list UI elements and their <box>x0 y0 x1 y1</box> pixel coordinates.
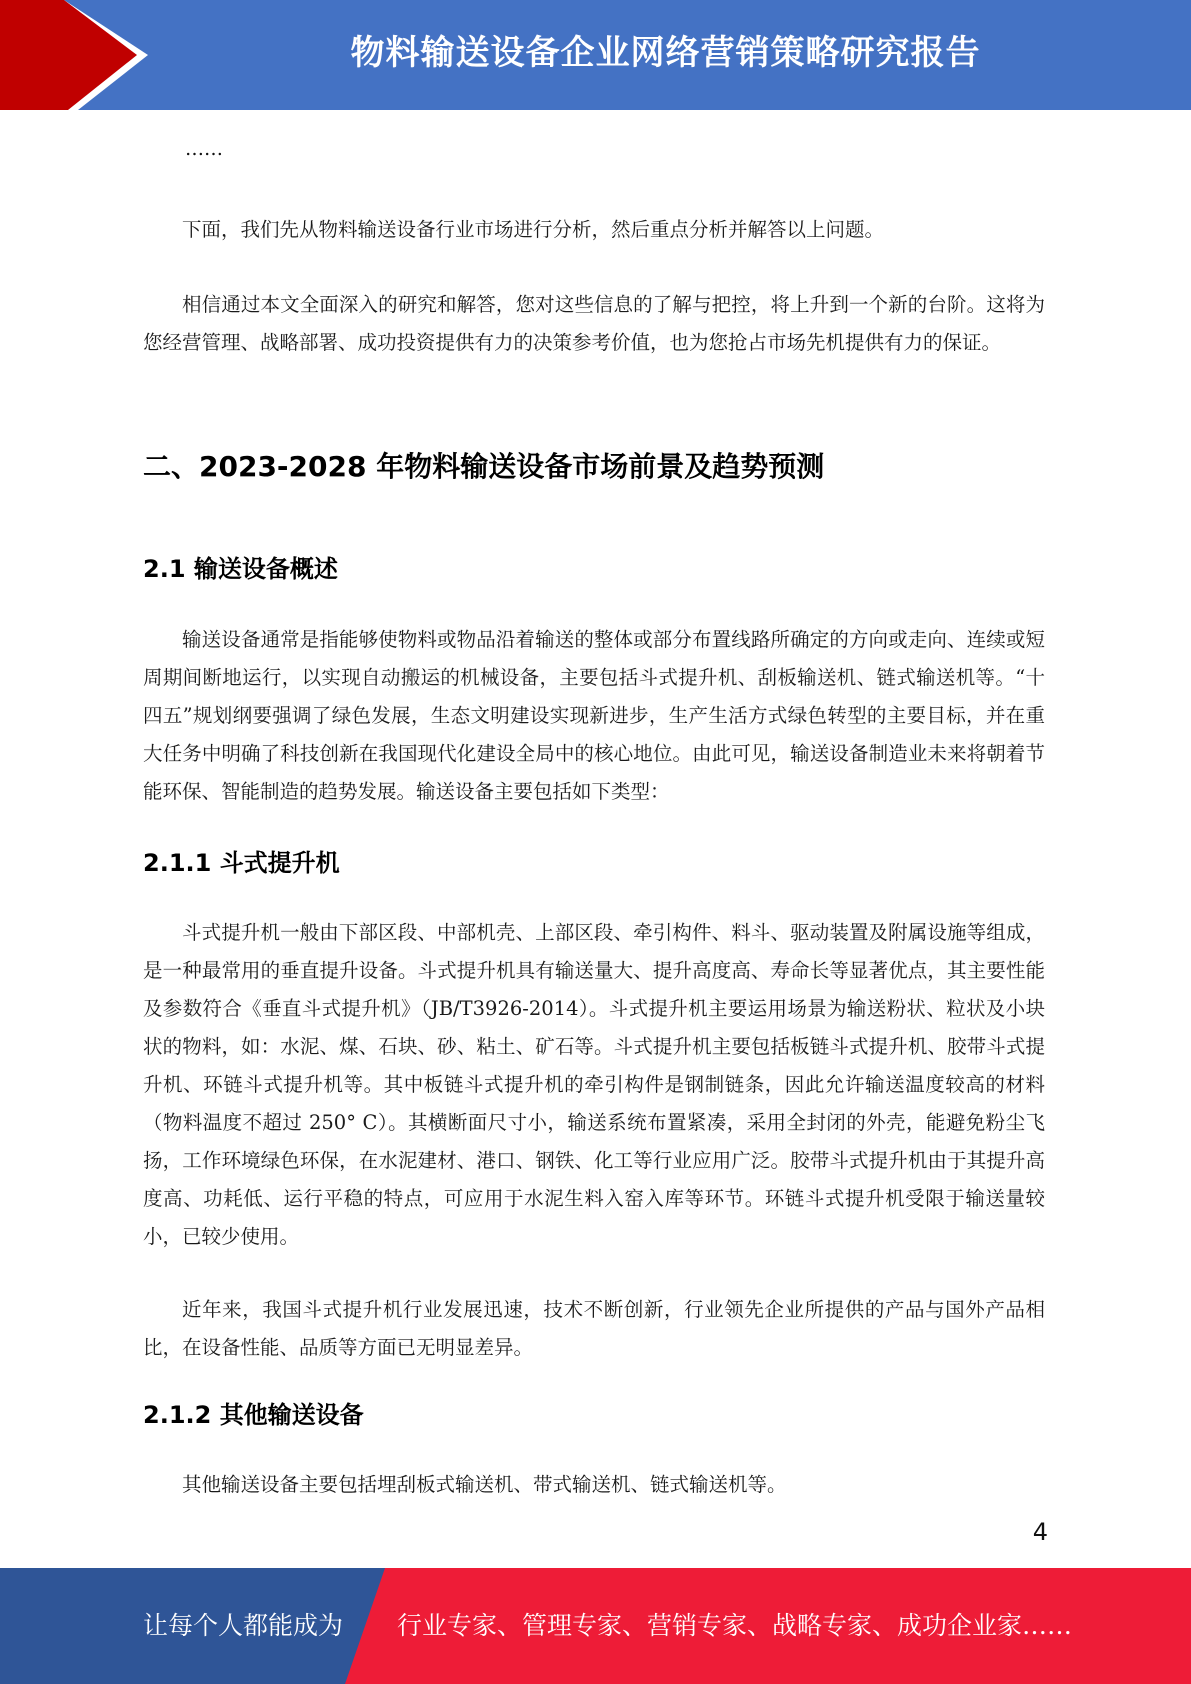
chevron-decoration <box>0 0 160 110</box>
ellipsis-text: …… <box>185 138 223 160</box>
page-number: 4 <box>1032 1518 1048 1546</box>
subsection-heading-2-1-2: 2.1.2 其他输送设备 <box>143 1401 364 1429</box>
section-heading: 二、2023-2028 年物料输送设备市场前景及趋势预测 <box>143 450 825 483</box>
bucket-elevator-paragraph: 斗式提升机一般由下部区段、中部机壳、上部区段、牵引构件、料斗、驱动装置及附属设施等组成，是一种最常用的垂直提升设备。斗式提升机具有输送量大、提升高度高、寿命长等显著优点，其主要性能及参数符合《垂直斗式提升机》（JB/T3926-2014）。斗式提升机主要运用场景为输送粉状、粒状及小块状的物料，如：水泥、煤、石块、砂、粘土、矿石等。斗式提升机主要包括板链斗式提升机、胶带斗式提升机、环链斗式提升机等。其中板链斗式提升机的牵引构件是钢制链条，因此允许输送温度较高的材料（物料温度不超过 250° C）。其横断面尺寸小，输送系统布置紧凑，采用全封闭的外壳，能避免粉尘飞扬，工作环境绿色环保，在水泥建材、港口、钢铁、化工等行业应用广泛。胶带斗式提升机由于其提升高度高、功耗低、运行平稳的特点，可应用于水泥生料入窑入库等环节。环链斗式提升机受限于输送量较小，已较少使用。 <box>143 921 1045 1248</box>
other-equipment-paragraph: 其他输送设备主要包括埋刮板式输送机、带式输送机、链式输送机等。 <box>182 1473 787 1496</box>
industry-development-paragraph: 近年来，我国斗式提升机行业发展迅速，技术不断创新，行业领先企业所提供的产品与国外产品相比，在设备性能、品质等方面已无明显差异。 <box>143 1298 1045 1359</box>
footer-slogan-right: 行业专家、管理专家、营销专家、战略专家、成功企业家…… <box>397 1611 1073 1640</box>
intro-paragraph: 相信通过本文全面深入的研究和解答，您对这些信息的了解与把控，将上升到一个新的台阶。这将为您经营管理、战略部署、成功投资提供有力的决策参考价值，也为您抢占市场先机提供有力的保证。 <box>143 293 1045 354</box>
report-title: 物料输送设备企业网络营销策略研究报告 <box>350 33 981 73</box>
chevron-icon <box>0 0 137 110</box>
report-footer <box>0 1568 1191 1684</box>
intro-paragraph: 下面，我们先从物料输送设备行业市场进行分析，然后重点分析并解答以上问题。 <box>182 218 885 241</box>
report-header <box>0 0 1191 110</box>
subsection-heading-2-1: 2.1 输送设备概述 <box>143 555 338 583</box>
subsection-heading-2-1-1: 2.1.1 斗式提升机 <box>143 849 340 877</box>
overview-paragraph: 输送设备通常是指能够使物料或物品沿着输送的整体或部分布置线路所确定的方向或走向、连续或短周期间断地运行，以实现自动搬运的机械设备，主要包括斗式提升机、刮板输送机、链式输送机等。“十四五”规划纲要强调了绿色发展，生态文明建设实现新进步，生产生活方式绿色转型的主要目标，并在重大任务中明确了科技创新在我国现代化建设全局中的核心地位。由此可见，输送设备制造业未来将朝着节能环保、智能制造的趋势发展。输送设备主要包括如下类型： <box>143 628 1045 803</box>
footer-slogan-left: 让每个人都能成为 <box>143 1611 344 1640</box>
